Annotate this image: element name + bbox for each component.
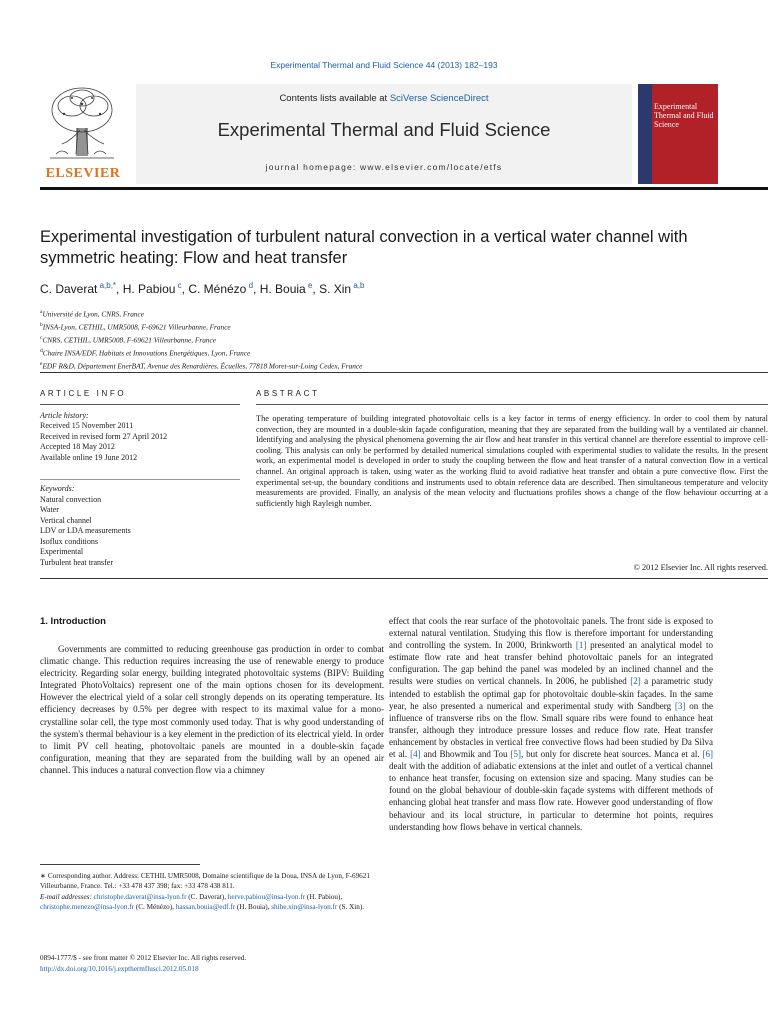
journal-cover-thumbnail[interactable] — [638, 84, 718, 184]
email-link[interactable]: herve.pabiou@insa-lyon.fr — [227, 892, 306, 901]
body-column-right — [389, 615, 713, 833]
email-owner: (H. Bouia), — [235, 903, 272, 912]
affiliation-list — [40, 307, 740, 372]
elsevier-tree-icon — [42, 84, 122, 164]
article-history — [40, 411, 240, 463]
abstract-divider — [256, 404, 768, 405]
author-name: H. Pabiou — [122, 282, 176, 296]
body-text-run: presented an analytical model to estimate flow rate and heat transfer behind photovoltaic panels for an integrated configuration. The gap behind the panel was modeled by an inclined channel and the results were studies on vertical channels. In 2006, he published — [389, 640, 713, 687]
history-list — [40, 421, 240, 463]
abstract-heading: ABSTRACT — [256, 389, 320, 398]
history-item: Received in revised form 27 April 2012 — [40, 431, 168, 441]
affiliation-text: CNRS, CETHIL, UMR5008, F-69621 Villeurbanne, France — [42, 335, 217, 345]
affiliation-text: INSA-Lyon, CETHIL, UMR5008, F-69621 Villeurbanne, France — [42, 322, 231, 332]
author-name: C. Daverat — [40, 282, 98, 296]
author-affiliation-marker[interactable]: a,b — [351, 281, 365, 290]
doi-link[interactable]: http://dx.doi.org/10.1016/j.expthermflusci.2012.05.018 — [40, 965, 199, 973]
affiliation-marker: b — [40, 322, 43, 329]
affiliation-text: Université de Lyon, CNRS, France — [42, 309, 144, 319]
affiliation-marker: d — [40, 348, 43, 355]
section-heading: 1. Introduction — [40, 616, 106, 627]
citation-link[interactable]: [2] — [630, 676, 641, 687]
front-matter — [40, 953, 384, 975]
article-info-divider — [40, 404, 240, 405]
email-owner: (S. Xin). — [337, 903, 365, 912]
body-text-run: and Bhowmik and Tou — [420, 749, 511, 760]
journal-banner — [136, 84, 632, 184]
email-link[interactable]: christophe.daverat@insa-lyon.fr — [93, 892, 187, 901]
affiliation-marker: a — [40, 309, 43, 315]
affiliation-text: EDF R&D, Département EnerBAT, Avenue des Renardières, Écuelles, 77818 Moret-sur-Loing Cedex, France — [42, 361, 363, 371]
cover-spine — [638, 84, 652, 184]
keyword: LDV or LDA measurements — [40, 526, 131, 535]
author-affiliation-marker[interactable]: a,b,* — [97, 281, 117, 290]
header-divider — [40, 187, 768, 190]
affiliation-marker: e — [40, 361, 43, 368]
corresponding-author-note: ∗ Corresponding author. Address: CETHIL UMR5008, Domaine scientifique de la Doua, INSA de Lyon, F-69621 Villeurbanne, France. Tel.: +33 478 437 398; fax: +33 478 438 811. — [40, 872, 370, 891]
body-text-run: , but only for discrete heat sources. Manca et al. — [520, 749, 703, 760]
email-label: E-mail addresses: — [40, 892, 94, 901]
citation-link[interactable]: [4] — [410, 749, 421, 760]
contents-line — [136, 93, 632, 104]
affiliation — [40, 333, 740, 346]
journal-masthead — [40, 84, 768, 188]
email-owner: (C. Ménézo), — [134, 903, 176, 912]
affiliation — [40, 307, 740, 320]
keyword: Natural convection — [40, 494, 102, 504]
email-link[interactable]: shihe.xin@insa-lyon.fr — [271, 903, 338, 912]
journal-title: Experimental Thermal and Fluid Science — [217, 119, 551, 140]
keywords — [40, 484, 240, 568]
journal-homepage[interactable]: journal homepage: www.elsevier.com/locate/etfs — [265, 162, 503, 172]
footnotes — [40, 871, 384, 913]
abstract-copyright: © 2012 Elsevier Inc. All rights reserved. — [633, 563, 768, 572]
contents-prefix: Contents lists available at — [279, 93, 390, 104]
history-item: Available online 19 June 2012 — [40, 452, 138, 462]
body-divider — [40, 578, 768, 579]
keyword: Water — [40, 505, 59, 514]
body-text-run: on the influence of transverse ribs on the flow. Small square ribs were found to enhance heat transfer, although they introduce pressure losses and reduce flow rate. Heat transfer enhancement by obstacles in vertical free convective flows had been studied by Da Silva et al. — [389, 700, 713, 760]
email-link[interactable]: christophe.menezo@insa-lyon.fr — [40, 903, 135, 912]
abstract-text: The operating temperature of building integrated photovoltaic cells is a key factor in terms of energy efficiency. In order to cool them by natural convection, they are mounted in a double-skin façade configuration, meaning that they are separated from the building wall by a ventilated air channel. Identifying and analysing the physical phenomena governing the air flow and heat transfer in this vertical channel are therefore essential to improve cell-cooling. This analysis can only be performed by detailed numerical simulations coupled with experimental studies to validate the results. In the present work, an experimental model is developed in order to study the coupling between the flow and heat transfer of a natural convection flow in a vertical channel. An original approach is taken, using water as the working fluid to avoid radiative heat transfer and obtain a pure convective flow. First the experimental set-up, the boundary conditions and instruments used to obtain reference data are described. Then simultaneous temperature and velocity measurements are provided. Finally, an analysis of the mean velocity and fluctuations profiles shows a change of the flow behaviour occurring at a sufficiently high Rayleigh number. — [256, 414, 768, 508]
elsevier-wordmark: ELSEVIER — [45, 166, 121, 181]
history-item: Accepted 18 May 2012 — [40, 442, 115, 452]
email-owner: (C. Daverat), — [186, 892, 228, 901]
email-link[interactable]: hassan.bouia@edf.fr — [175, 903, 236, 912]
author-name: H. Bouia — [259, 282, 306, 296]
body-text-run: a parametric study intended to establish the optimal gap for photovoltaic double-skin façades. In the same year, he also presented a numerical and experimental study with Sandberg — [389, 676, 713, 711]
citation-link[interactable]: [6] — [702, 749, 714, 760]
email-addresses — [40, 892, 384, 913]
citation-link[interactable]: [3] — [674, 700, 686, 711]
elsevier-logo[interactable] — [40, 84, 126, 184]
keyword: Experimental — [40, 547, 84, 556]
author-list: C. Daverat $^{a,b,*}$, H. Pabiou $^c$, C. Ménézo $^d$, H. Bouia $^e$, S. Xin $^{a,b}$ — [40, 281, 365, 296]
history-label: Article history: — [40, 411, 89, 420]
keyword: Turbulent heat transfer — [40, 557, 114, 567]
body-text-run: dealt with the addition of adiabatic extensions at the inlet and outlet of a vertical channel to enhance heat transfer, focusing on extension size and spacing. Many studies can be found on the global behaviour of double-skin façade systems with different methods of enhancing global heat transfer and mass flow rate. However good understanding of flow behaviour and its local structure, in particular to determine hot points, requires understanding how flows behave in vertical channels. — [389, 761, 713, 832]
history-item: Received 15 November 2011 — [40, 421, 134, 431]
author-affiliation-marker[interactable]: d — [246, 281, 254, 290]
keyword: Vertical channel — [40, 515, 92, 525]
affiliation — [40, 320, 740, 333]
cover-title: Experimental Thermal and Fluid Science — [654, 102, 714, 129]
email-owner: (H. Pabiou), — [305, 892, 343, 901]
author-affiliation-marker[interactable]: c — [175, 281, 182, 290]
citation-link[interactable]: [1] — [575, 640, 587, 651]
keywords-divider — [40, 479, 240, 480]
journal-citation[interactable]: Experimental Thermal and Fluid Science 44 (2013) 182–193 — [270, 60, 498, 70]
article-info-heading: ARTICLE INFO — [40, 389, 127, 398]
sciencedirect-link[interactable]: SciVerse ScienceDirect — [389, 93, 489, 104]
body-text-run: effect that cools the rear surface of the photovoltaic panels. The front side is exposed to external natural ventilation. Studying this flow is therefore important for understanding and controlling the system. In 2000, Brinkworth — [389, 616, 713, 651]
body-column-left: Governments are committed to reducing greenhouse gas production in order to combat climatic change. This reduction requires increasing the use of renewable energy to produce electricity. Regarding solar energy, building integrated photovoltaic systems (BIPV: Building Integrated PhotoVoltaics) represent one of the main options chosen for its development. However the electrical yield of a solar cell strongly depends on its operating temperature. Its efficiency decreases by 0.5% per degree with respect to its maximal value for a mono-crystalline solar cell, the type most commonly used today. That is why good understanding of the system's thermal behaviour is a key element in the prediction of its electrical yield. In order to limit PV cell heating, photovoltaic panels are mounted in a double-skin façade configuration, meaning that they are separated from the building wall by an opened air channel. This induces a natural convection flow via a chimney — [40, 644, 384, 775]
author-affiliation-marker[interactable]: e — [305, 281, 313, 290]
article-title: Experimental investigation of turbulent natural convection in a vertical water channel with symmetric heating: Flow and heat transfer — [40, 228, 688, 267]
affiliation — [40, 346, 740, 359]
issn-line: 0894-1777/$ - see front matter © 2012 Elsevier Inc. All rights reserved. — [40, 954, 247, 962]
keyword: Isoflux conditions — [40, 536, 98, 546]
author-name: S. Xin — [319, 282, 352, 296]
affiliation-text: Chaire INSA/EDF, Habitats et Innovations Energétiques, Lyon, France — [42, 348, 251, 358]
affiliation — [40, 359, 740, 372]
affiliation-marker: c — [40, 335, 43, 342]
footnote-divider — [40, 864, 200, 865]
keywords-label: Keywords: — [40, 484, 75, 493]
author-name: C. Ménézo — [188, 282, 247, 296]
title-divider — [40, 372, 768, 373]
keyword-list — [40, 495, 240, 569]
citation-link[interactable]: [5] — [510, 749, 521, 760]
